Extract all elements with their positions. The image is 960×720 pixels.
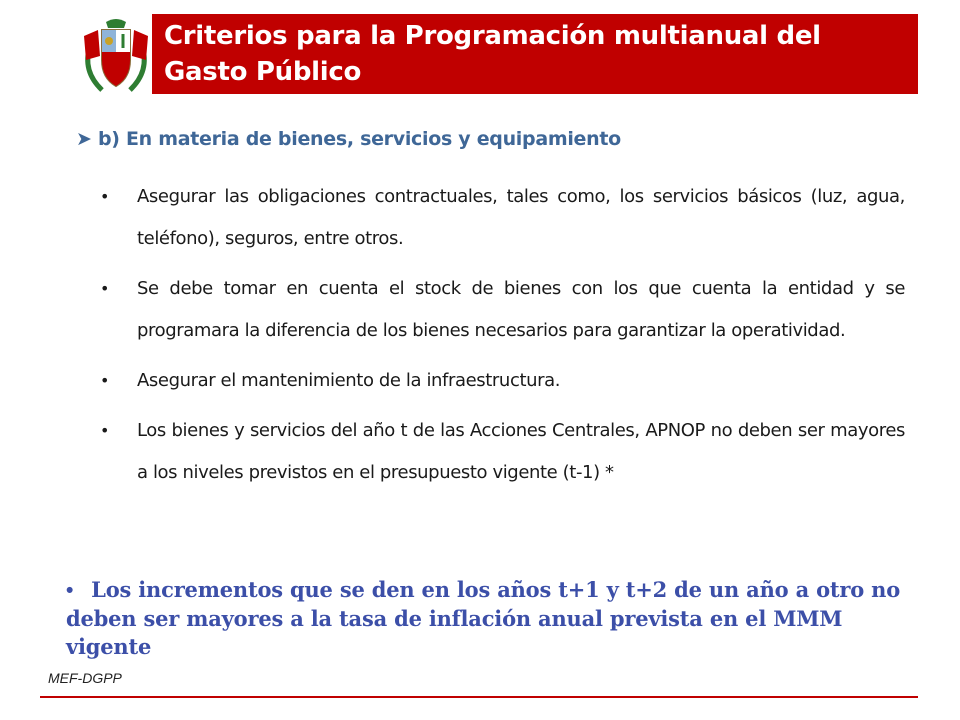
page-title [164, 18, 918, 90]
inflation-note [66, 576, 906, 661]
peru-coat-of-arms-icon [78, 16, 154, 96]
section-heading [76, 128, 621, 150]
footer-label: MEF-DGPP [48, 670, 122, 686]
bullet-dot-icon: • [100, 187, 110, 206]
bullet-dot-icon: • [100, 279, 110, 298]
list-item [100, 410, 905, 494]
footer-divider [40, 696, 918, 698]
section-heading-text: b) En materia de bienes, servicios y equipamiento [98, 128, 621, 150]
list-item [100, 176, 905, 260]
bullet-dot-icon: • [100, 421, 110, 440]
title-bar [152, 14, 918, 94]
title-line-1: Criterios para la Programación multianual del [164, 21, 821, 51]
bullet-dot-icon: • [66, 579, 74, 602]
list-item [100, 360, 905, 402]
list-item [100, 268, 905, 352]
inflation-note-text: Los incrementos que se den en los años t+1 y t+2 de un año a otro no deben ser mayores a la tasa de inflación anual prevista en el MMM vigente [66, 577, 901, 659]
list-item-text: Asegurar las obligaciones contractuales, tales como, los servicios básicos (luz, agua, teléfono), seguros, entre otros. [137, 186, 905, 249]
bullet-dot-icon: • [100, 371, 110, 390]
list-item-text: Asegurar el mantenimiento de la infraestructura. [137, 370, 561, 391]
arrow-bullet-icon: ➤ [76, 128, 92, 150]
title-line-2: Gasto Público [164, 57, 362, 87]
list-item-text: Se debe tomar en cuenta el stock de bienes con los que cuenta la entidad y se programara la diferencia de los bienes necesarios para garantizar la operatividad. [137, 278, 905, 341]
bullet-list [100, 176, 905, 502]
list-item-text: Los bienes y servicios del año t de las Acciones Centrales, APNOP no deben ser mayores a los niveles previstos en el presupuesto vigente (t-1) * [137, 420, 905, 483]
